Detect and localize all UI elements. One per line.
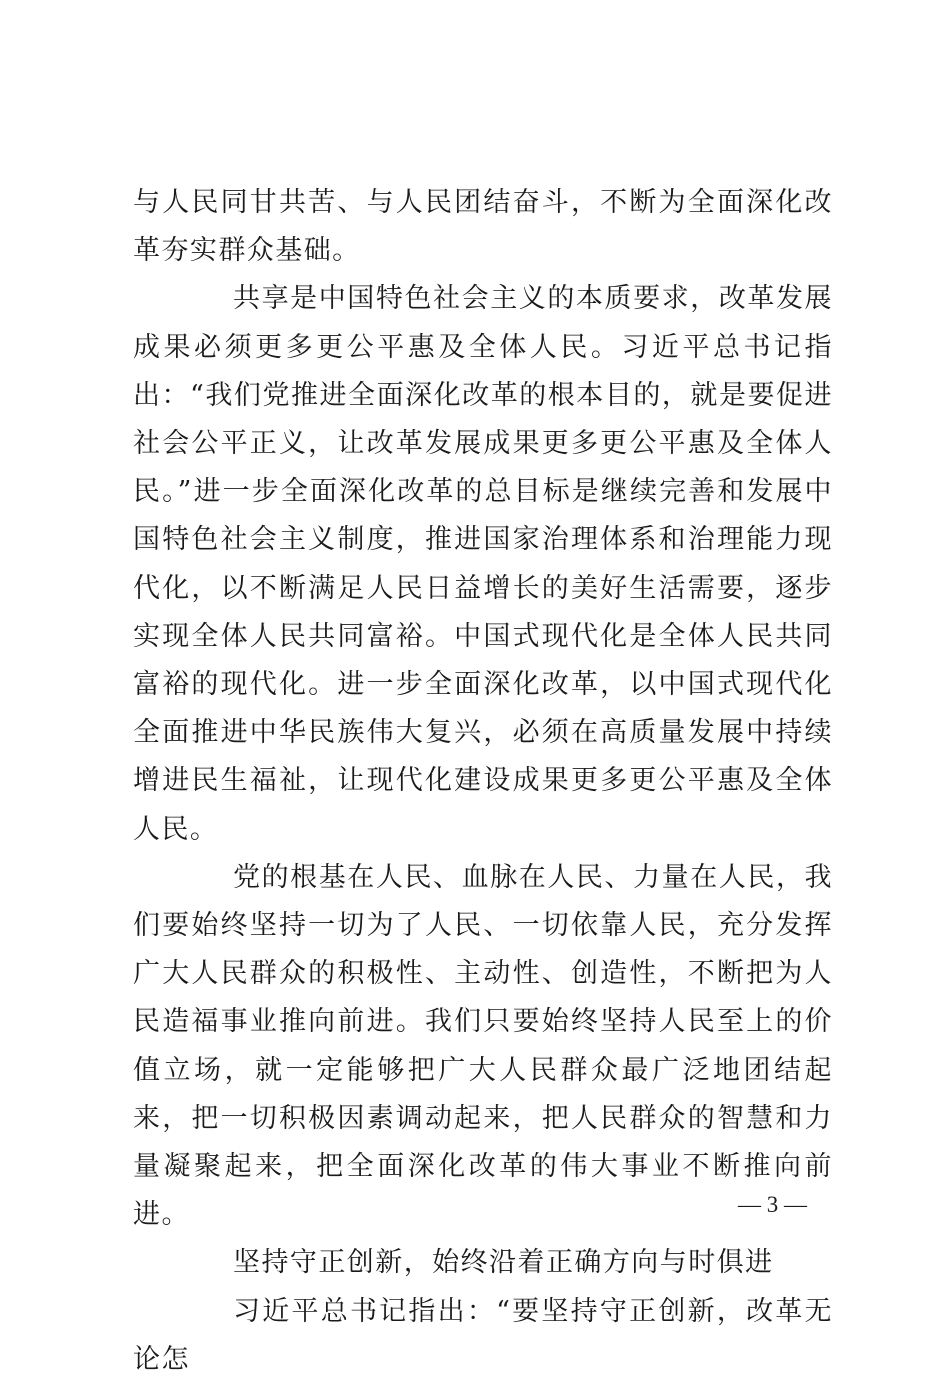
- paragraph-4: 习近平总书记指出：“要坚持守正创新，改革无论怎: [133, 1295, 833, 1375]
- paragraph-3: 党的根基在人民、血脉在人民、力量在人民，我们要始终坚持一切为了人民、一切依靠人民，充分发挥广大人民群众的积极性、主动性、创造性，不断把为人民造福事业推向前进。我们只要始终坚持人民至上的价值立场，就一定能够把广大人民群众最广泛地团结起来，把一切积极因素调动起来，把人民群众的智慧和力量凝聚起来，把全面深化改革的伟大事业不断推向前进。: [133, 861, 833, 1231]
- paragraph-2: 共享是中国特色社会主义的本质要求，改革发展成果必须更多更公平惠及全体人民。习近平总书记指出：“我们党推进全面深化改革的根本目的，就是要促进社会公平正义，让改革发展成果更多更公平惠及全体人民。”进一步全面深化改革的总目标是继续完善和发展中国特色社会主义制度，推进国家治理体系和治理能力现代化，以不断满足人民日益增长的美好生活需要，逐步实现全体人民共同富裕。中国式现代化是全体人民共同富裕的现代化。进一步全面深化改革，以中国式现代化全面推进中华民族伟大复兴，必须在高质量发展中持续增进民生福祉，让现代化建设成果更多更公平惠及全体人民。: [133, 283, 833, 845]
- section-heading: 坚持守正创新，始终沿着正确方向与时俱进: [233, 1247, 774, 1279]
- document-body: [133, 179, 833, 1384]
- paragraph-1: 与人民同甘共苦、与人民团结奋斗，不断为全面深化改革夯实群众基础。: [133, 187, 833, 267]
- page-number: — 3 —: [738, 1192, 807, 1217]
